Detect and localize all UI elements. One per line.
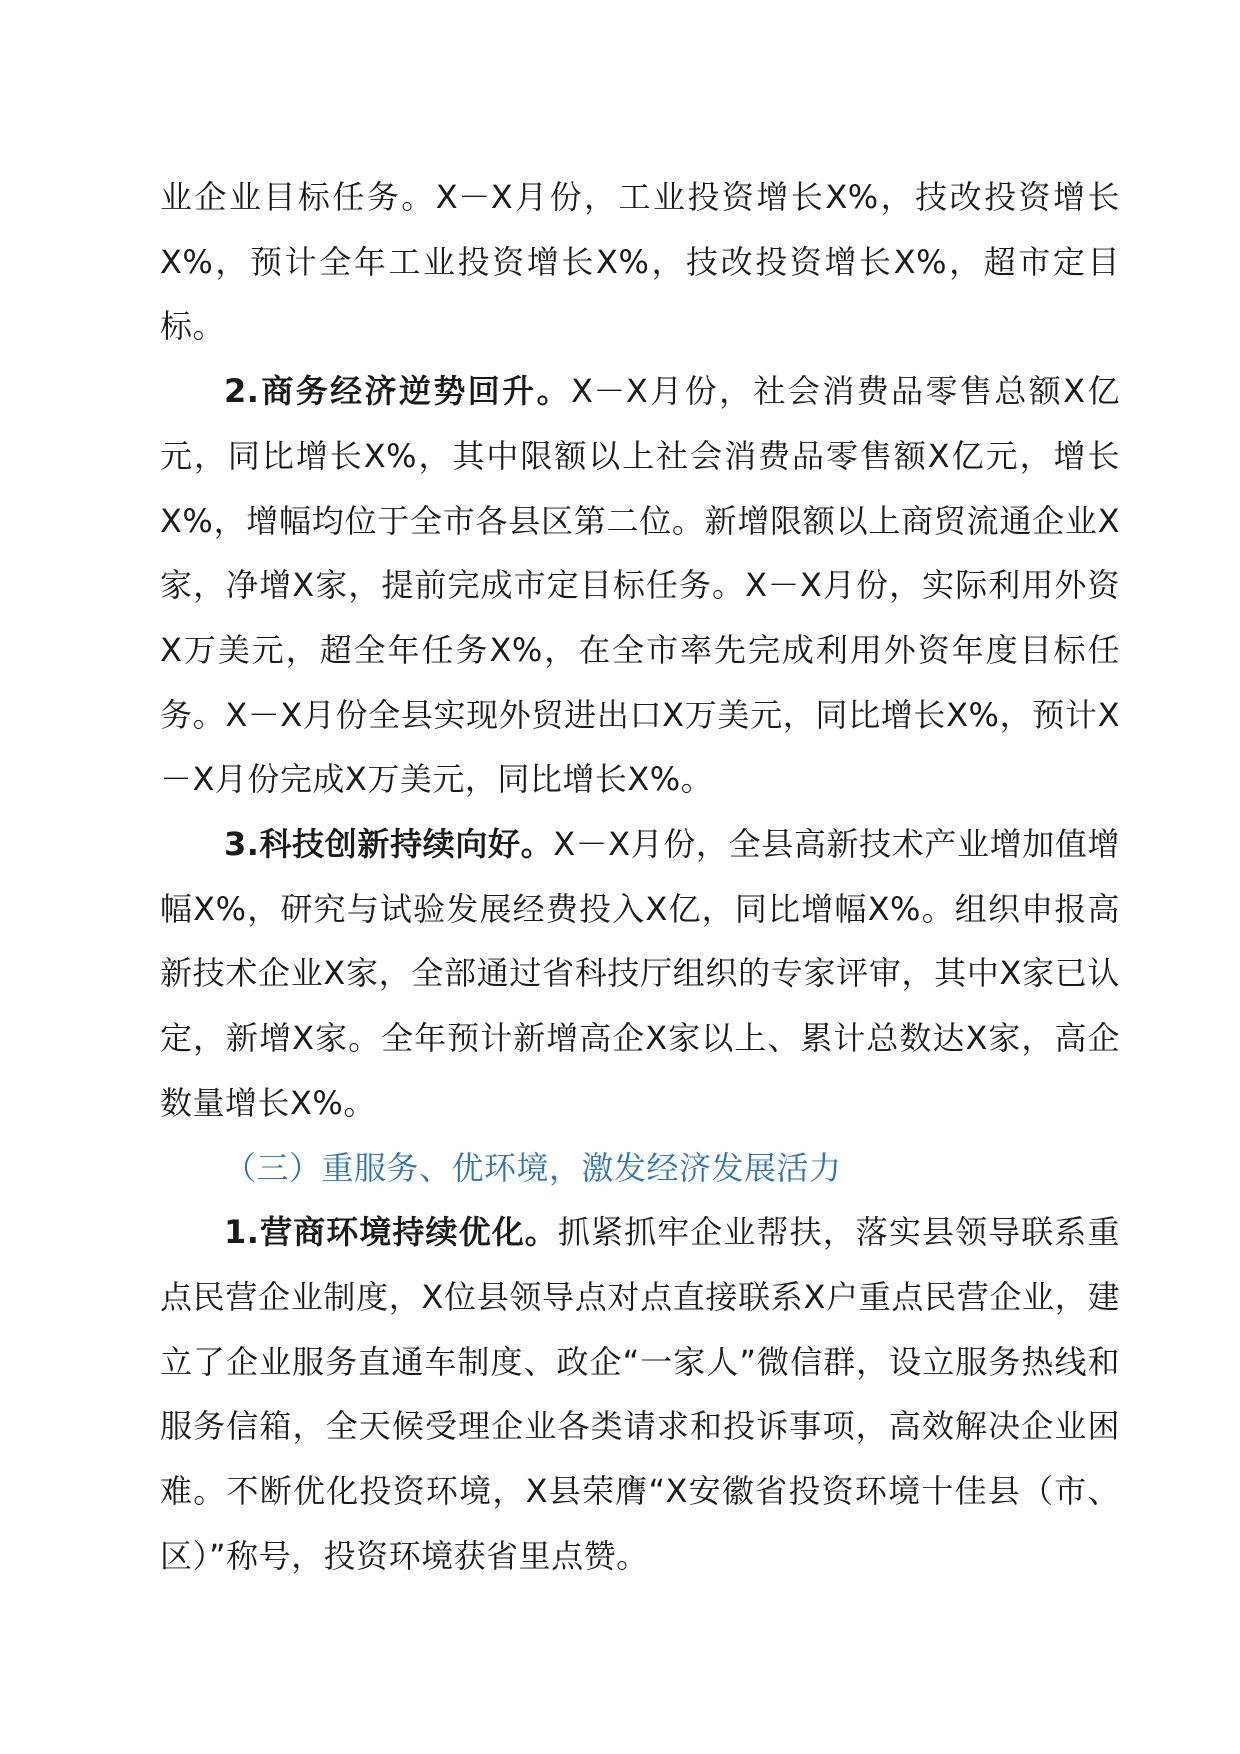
document-page — [160, 165, 1120, 1588]
paragraph-business-env-body: 抓紧抓牢企业帮扶，落实县领导联系重点民营企业制度，X位县领导点对点直接联系X户重点民营企业，建立了企业服务直通车制度、政企“一家人”微信群，设立服务热线和服务信箱，全天候受理企业各类请求和投诉事项，高效解决企业困难。不断优化投资环境，X县荣膺“X安徽省投资环境十佳县（市、区）”称号，投资环境获省里点赞。 — [160, 1213, 1120, 1575]
paragraph-commerce-body: X－X月份，社会消费品零售总额X亿元，同比增长X%，其中限额以上社会消费品零售额X亿元，增长X%，增幅均位于全市各县区第二位。新增限额以上商贸流通企业X家，净增X家，提前完成市定目标任务。X－X月份，实际利用外资X万美元，超全年任务X%，在全市率先完成利用外资年度目标任务。X－X月份全县实现外贸进出口X万美元，同比增长X%，预计X－X月份完成X万美元，同比增长X%。 — [160, 372, 1120, 799]
paragraph-tech — [160, 812, 1120, 1136]
paragraph-tech-body: X－X月份，全县高新技术产业增加值增幅X%，研究与试验发展经费投入X亿，同比增幅X%。组织申报高新技术企业X家，全部通过省科技厅组织的专家评审，其中X家已认定，新增X家。全年预计新增高企X家以上、累计总数达X家，高企数量增长X%。 — [160, 825, 1120, 1122]
section-heading-three: （三）重服务、优环境，激发经济发展活力 — [224, 1148, 842, 1187]
paragraph-business-env — [160, 1200, 1120, 1588]
paragraph-business-env-lead: 1.营商环境持续优化。 — [224, 1213, 558, 1252]
continuation-paragraph: 业企业目标任务。X－X月份，工业投资增长X%，技改投资增长X%，预计全年工业投资增长X%，技改投资增长X%，超市定目标。 — [160, 178, 1120, 346]
paragraph-tech-lead: 3.科技创新持续向好。 — [224, 825, 554, 864]
paragraph-commerce-lead: 2.商务经济逆势回升。 — [224, 372, 571, 411]
paragraph-commerce — [160, 359, 1120, 812]
